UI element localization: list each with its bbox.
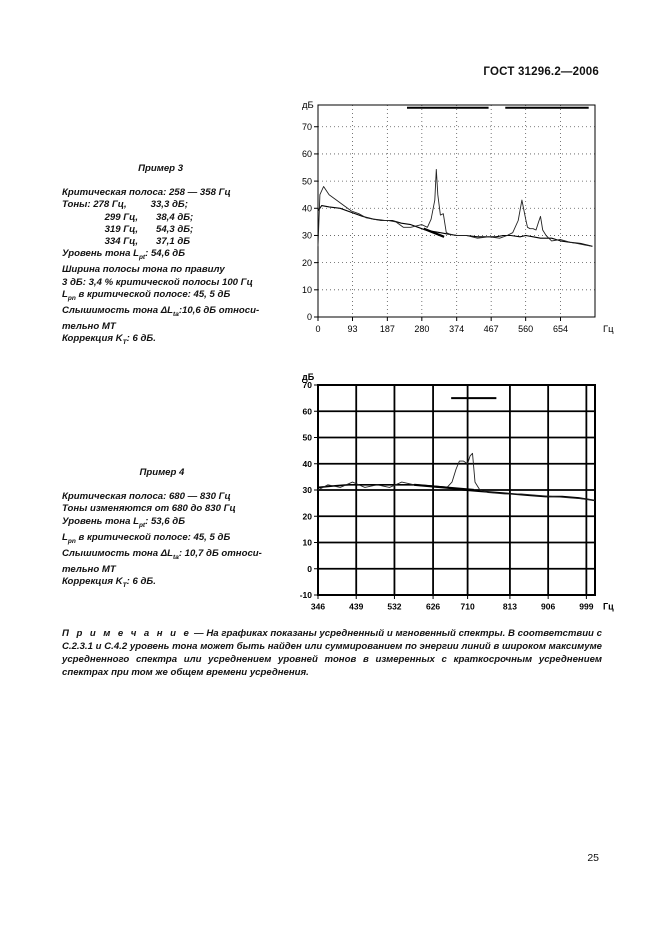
audibility-value: : 10,7 дБ относи- [178, 547, 262, 559]
correction-value: : 6 дБ. [126, 576, 156, 588]
x-tick-label: 626 [425, 601, 441, 612]
lpn-sub: pn [67, 294, 76, 302]
y-tick-label: 40 [301, 203, 312, 214]
x-tick-label: 439 [349, 601, 364, 612]
correction-line [62, 576, 262, 592]
tone-level-value: : 53,6 дБ [145, 515, 186, 527]
x-tick-label: 93 [347, 324, 358, 334]
tone-freq: 334 Гц, [104, 236, 138, 248]
audibility-line-2: тельно МТ [62, 563, 116, 575]
x-tick-label: 710 [460, 601, 475, 612]
bandwidth-line: Ширина полосы тона по правилу [62, 264, 225, 276]
y-tick-label: -10 [299, 590, 312, 601]
correction-label: Коррекция K [62, 576, 123, 588]
audibility-line [62, 305, 259, 321]
y-tick-label: 70 [302, 380, 312, 391]
series-instantaneous [318, 169, 592, 246]
lpn-label: L [62, 531, 68, 543]
lpn-line [62, 532, 262, 548]
tone-freq: 319 Гц, [104, 223, 138, 235]
y-tick-label: 0 [307, 563, 312, 574]
lpn-line [62, 289, 259, 305]
x-tick-label: 560 [518, 324, 534, 334]
example-4-text [62, 467, 262, 592]
spectrum-chart-example-3 [290, 95, 614, 340]
tone-level [62, 248, 259, 264]
y-tick-label: 10 [302, 537, 312, 548]
x-tick-label: 813 [502, 601, 518, 612]
correction-value: : 6 дБ. [126, 333, 156, 345]
x-tick-label: 0 [315, 324, 321, 334]
tone-level-sub: pt [138, 254, 146, 262]
tones-label: Тоны: 278 Гц, [62, 199, 127, 211]
note-label: П р и м е ч а н и е [62, 628, 192, 639]
y-tick-label: 40 [302, 458, 312, 469]
y-tick-label: 50 [302, 432, 312, 443]
example-3-title: Пример 3 [138, 163, 184, 174]
tones-line [62, 199, 259, 211]
tone-value: 38,4 дБ; [156, 211, 194, 223]
x-tick-label: 654 [552, 324, 569, 334]
tone-value: 33,3 дБ; [150, 199, 188, 211]
y-tick-label: 70 [301, 121, 312, 132]
x-tick-label: 280 [414, 324, 430, 334]
tone-level [62, 516, 262, 532]
tone-row [62, 212, 259, 224]
example-4-title: Пример 4 [139, 467, 185, 478]
series-averaged [318, 485, 595, 501]
page-number: 25 [587, 852, 599, 864]
audibility-sub: ta [173, 553, 179, 561]
y-tick-label: 50 [301, 176, 312, 187]
tone-value: 37,1 дБ [156, 236, 191, 248]
y-tick-label: 0 [306, 312, 312, 323]
tone-level-sub: pt [138, 521, 146, 529]
y-tick-label: 10 [301, 285, 312, 296]
series-instantaneous [318, 453, 595, 500]
tone-level-value: : 54,6 дБ [145, 248, 186, 260]
x-tick-label: 187 [379, 324, 395, 334]
tone-level-label: Уровень тона L [62, 248, 139, 260]
x-tick-label: 346 [310, 601, 326, 612]
tone-row [62, 236, 259, 248]
document-header: ГОСТ 31296.2—2006 [483, 66, 599, 78]
y-tick-label: 60 [301, 149, 312, 160]
critical-band: Критическая полоса: 680 — 830 Гц [62, 491, 231, 503]
note-paragraph [62, 627, 602, 679]
example-3-text [62, 163, 259, 349]
lpn-sub: pn [67, 537, 76, 545]
bandwidth-line-2: 3 дБ: 3,4 % критической полосы 100 Гц [62, 276, 253, 288]
tone-freq: 299 Гц, [104, 211, 138, 223]
tone-value: 54,3 дБ; [156, 223, 194, 235]
x-tick-label: 906 [541, 601, 556, 612]
y-tick-label: 20 [301, 257, 312, 268]
x-tick-label: 532 [387, 601, 402, 612]
audibility-sub: ta [173, 310, 179, 318]
spectrum-chart-example-4 [290, 368, 614, 616]
x-axis-label: Гц [603, 601, 614, 612]
y-tick-label: 20 [302, 511, 312, 522]
y-axis-label: дБ [302, 100, 314, 111]
x-tick-label: 374 [449, 324, 465, 334]
note-text: — На графиках показаны усредненный и мгновенный спектры. В соответствии с С.2.3.1 и С.4.2 уровень тона может быть найден или суммированием по энергии линий в широком максимуме усредненного спектра или усреднением уровней тонов в измеренных с краткосрочным усреднением спектрах при том же общем времени усреднения. [62, 628, 602, 678]
x-tick-label: 999 [579, 601, 594, 612]
tone-level-label: Уровень тона L [62, 515, 139, 527]
x-axis-label: Гц [603, 324, 614, 335]
correction-sub: T [122, 582, 127, 590]
y-tick-label: 30 [302, 485, 312, 496]
tone-row [62, 224, 259, 236]
y-tick-label: 30 [301, 230, 312, 241]
lpn-value: в критической полосе: 45, 5 дБ [75, 531, 231, 543]
y-tick-label: 60 [302, 406, 312, 417]
correction-label: Коррекция K [62, 333, 123, 345]
critical-band: Критическая полоса: 258 — 358 Гц [62, 187, 231, 199]
correction-line [62, 333, 259, 349]
audibility-line-2: тельно МТ [62, 320, 116, 332]
x-tick-label: 467 [483, 324, 499, 334]
lpn-label: L [62, 288, 68, 300]
correction-sub: T [122, 339, 127, 347]
audibility-label: Слышимость тона ΔL [62, 547, 174, 559]
lpn-value: в критической полосе: 45, 5 дБ [75, 288, 231, 300]
audibility-value: :10,6 дБ относи- [178, 304, 260, 316]
tones-change: Тоны изменяются от 680 до 830 Гц [62, 503, 236, 515]
y-axis-label: дБ [302, 372, 315, 382]
audibility-label: Слышимость тона ΔL [62, 304, 174, 316]
audibility-line [62, 548, 262, 564]
